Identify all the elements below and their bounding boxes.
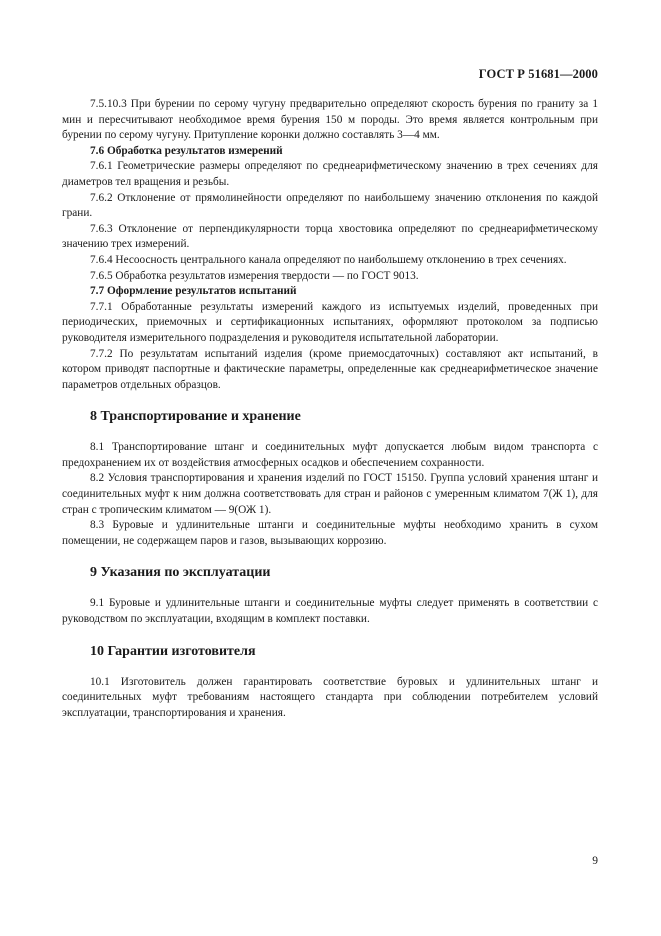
- paragraph-7-7-1: 7.7.1 Обработанные результаты измерений каждого из испытуемых изделий, проведенных при периодических, приемочных и сертификационных испытаниях, оформляют протоколом за подписью руководителя измерительного подразделения и руководителя испытательной лаборатории.: [62, 300, 598, 344]
- paragraph-9-1: 9.1 Буровые и удлинительные штанги и соединительные муфты следует применять в соответствии с руководством по эксплуатации, входящим в комплект поставки.: [62, 597, 598, 626]
- paragraph-7-6-5: 7.6.5 Обработка результатов измерения твердости — по ГОСТ 9013.: [90, 269, 419, 282]
- paragraph-8-2: 8.2 Условия транспортирования и хранения изделий по ГОСТ 15150. Группа условий хранения штанг и соединительных муфт к ним должна соответствовать для стран и районов с умеренным климатом 7(Ж 1), для стран с тропическим климатом — 9(ОЖ 1).: [62, 472, 598, 516]
- paragraph-7-6-1: 7.6.1 Геометрические размеры определяют по среднеарифметическому значению в трех сечениях для диаметров тел вращения и резьбы.: [62, 160, 598, 188]
- subsection-title-7-6: 7.6 Обработка результатов измерений: [90, 144, 283, 157]
- paragraph-10-1: 10.1 Изготовитель должен гарантировать соответствие буровых и удлинительных штанг и соединительных муфт требованиям настоящего стандарта при соблюдении потребителем условий эксплуатации, транспортирования и хранения.: [62, 675, 598, 719]
- document-header: ГОСТ Р 51681—2000: [478, 67, 598, 81]
- section-heading-8: 8 Транспортирование и хранение: [90, 409, 301, 425]
- paragraph-8-3: 8.3 Буровые и удлинительные штанги и соединительные муфты необходимо хранить в сухом помещении, не содержащем паров и газов, вызывающих коррозию.: [62, 519, 598, 547]
- document-body: [62, 97, 598, 721]
- paragraph-8-1: 8.1 Транспортирование штанг и соединительных муфт допускается любым видом транспорта с предохранением их от воздействия атмосферных осадков и обеспечением сохранности.: [62, 441, 598, 469]
- paragraph-7-6-3: 7.6.3 Отклонение от перпендикулярности торца хвостовика определяют по среднеарифметическому значению трех измерений.: [62, 222, 598, 251]
- paragraph-7-6-2: 7.6.2 Отклонение от прямолинейности определяют по наибольшему значению отклонения по каждой грани.: [62, 191, 598, 220]
- paragraph-7-7-2: 7.7.2 По результатам испытаний изделия (кроме приемосдаточных) составляют акт испытаний, в котором приводят паспортные и фактические параметры, определенные как среднеарифметическое значение параметров отдельных образцов.: [62, 347, 598, 391]
- paragraph-7-5-10-3: 7.5.10.3 При бурении по серому чугуну предварительно определяют скорость бурения по граниту за 1 мин и пересчитывают необходимое время бурения 150 м породы. Это время является контрольным при бурении по серому чугуну. Притупление коронки должно составлять 3—4 мм.: [62, 98, 598, 142]
- paragraph-7-6-4: 7.6.4 Несоосность центрального канала определяют по наибольшему отклонению в трех сечениях.: [90, 253, 567, 266]
- subsection-title-7-7: 7.7 Оформление результатов испытаний: [90, 285, 297, 298]
- section-heading-10: 10 Гарантии изготовителя: [90, 643, 256, 659]
- section-heading-9: 9 Указания по эксплуатации: [90, 565, 271, 581]
- page-number: 9: [592, 855, 598, 867]
